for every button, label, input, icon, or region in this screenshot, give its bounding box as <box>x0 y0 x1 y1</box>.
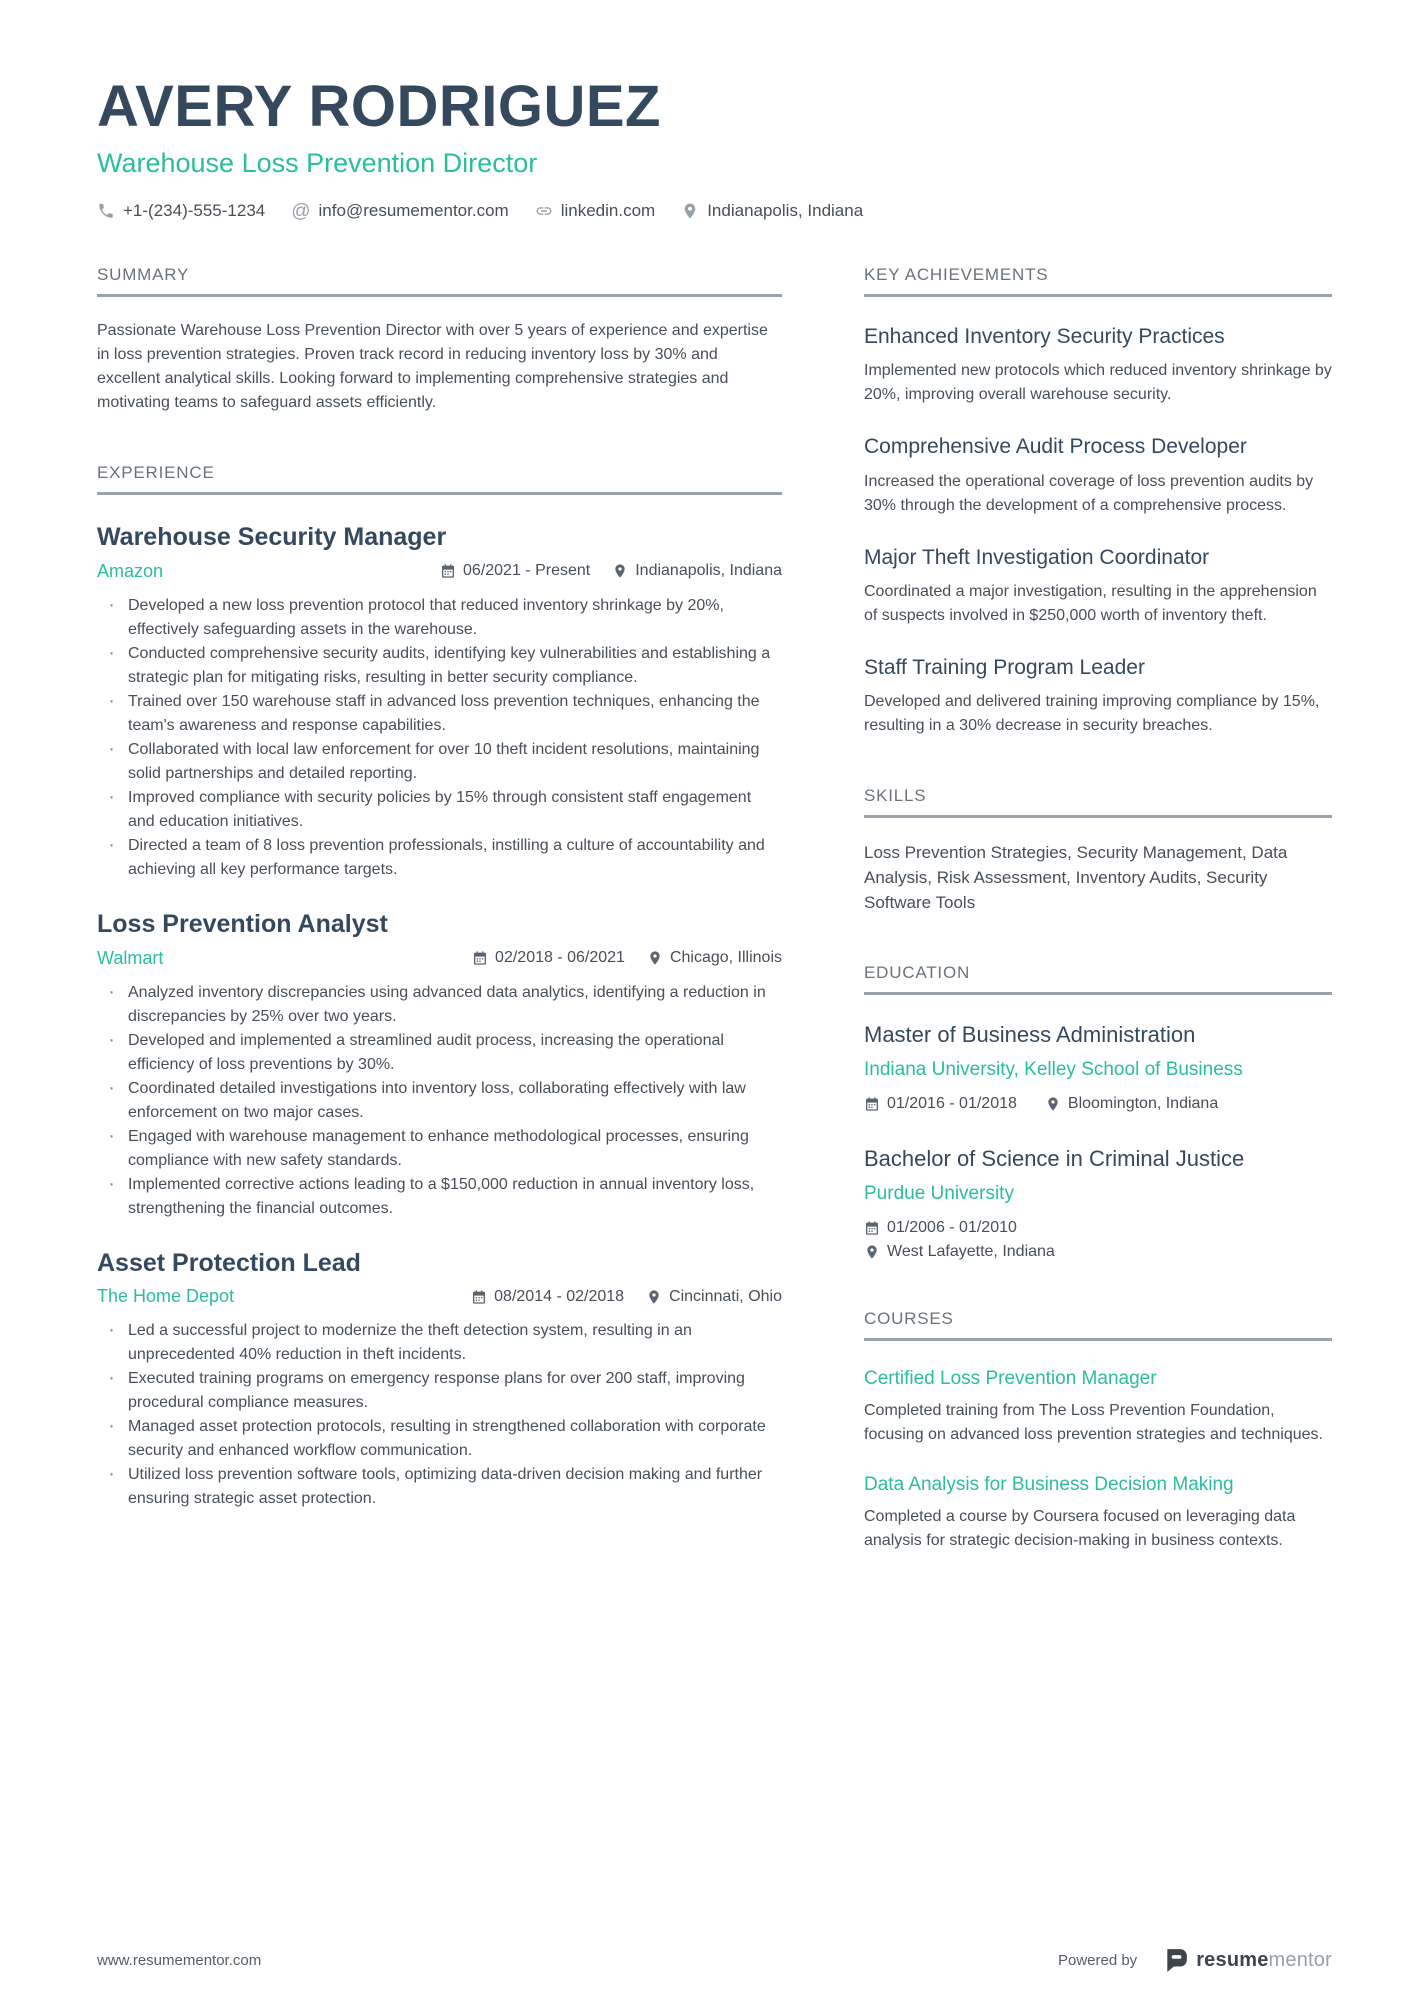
logo-icon <box>1163 1947 1189 1973</box>
section-rule <box>864 992 1332 995</box>
job-location: Cincinnati, Ohio <box>669 1287 782 1305</box>
contact-email[interactable] <box>291 201 508 221</box>
at-icon: @ <box>291 200 311 222</box>
contact-row <box>97 201 1332 221</box>
calendar-icon <box>864 1220 880 1236</box>
achievement-description: Increased the operational coverage of loss prevention audits by 30% through the development of a comprehensive process. <box>864 472 1314 514</box>
education-location-chip <box>864 1243 1055 1261</box>
job-location-chip <box>646 1288 782 1306</box>
pin-icon <box>1045 1096 1061 1112</box>
bullet-item: · Led a successful project to modernize the theft detection system, resulting in an unprecedented 40% reduction in theft incidents. <box>97 1319 782 1367</box>
education-dates-chip <box>864 1219 1017 1237</box>
section-heading-achievements: KEY ACHIEVEMENTS <box>864 265 1049 284</box>
achievement-description: Coordinated a major investigation, resulting in the apprehension of suspects involved in $250,000 worth of inventory theft. <box>864 582 1317 624</box>
education-meta-row <box>864 1219 1332 1261</box>
education-location: Bloomington, Indiana <box>1067 1095 1219 1112</box>
job-dates: 02/2018 - 06/2021 <box>495 949 625 966</box>
course-item <box>864 1474 1332 1553</box>
education-dates: 01/2006 - 01/2010 <box>887 1219 1017 1236</box>
bullet-item: · Implemented corrective actions leading to a $150,000 reduction in annual inventory loss, strengthening the financial outcomes. <box>97 1173 782 1221</box>
course-title: Data Analysis for Business Decision Making <box>864 1474 1234 1495</box>
section-rule <box>864 1338 1332 1341</box>
education-location: West Lafayette, Indiana <box>887 1243 1055 1260</box>
job-dates-chip <box>440 562 590 580</box>
achievement-title: Staff Training Program Leader <box>864 655 1145 679</box>
footer-website[interactable]: www.resumementor.com <box>97 1951 262 1969</box>
section-heading-experience: EXPERIENCE <box>97 463 215 482</box>
education-dates-chip <box>864 1095 1017 1113</box>
experience-section <box>97 463 782 1511</box>
contact-location <box>681 201 863 221</box>
bullet-item: · Managed asset protection protocols, resulting in strengthened collaboration with corporate security and enhanced workflow communication. <box>97 1415 782 1463</box>
achievement-item <box>864 324 1332 407</box>
powered-by <box>1058 1947 1332 1973</box>
powered-by-label: Powered by <box>1057 1951 1138 1969</box>
achievements-section <box>864 265 1332 738</box>
education-entry <box>864 1144 1332 1261</box>
degree-title: Bachelor of Science in Criminal Justice <box>864 1146 1245 1171</box>
job-meta-row <box>97 1286 782 1307</box>
job-entry <box>97 910 782 1221</box>
education-section <box>864 963 1332 1261</box>
bullet-item: · Directed a team of 8 loss prevention professionals, instilling a culture of accountability and achieving all key performance targets. <box>97 834 782 882</box>
achievement-item <box>864 655 1332 738</box>
course-description: Completed training from The Loss Prevention Foundation, focusing on advanced loss prevention strategies and techniques. <box>864 1402 1323 1443</box>
skills-text: Loss Prevention Strategies, Security Management, Data Analysis, Risk Assessment, Inventory Audits, Security Software Tools <box>864 843 1288 912</box>
course-title: Certified Loss Prevention Manager <box>864 1368 1157 1389</box>
contact-phone <box>97 201 265 221</box>
job-dates: 08/2014 - 02/2018 <box>494 1287 625 1305</box>
education-dates: 01/2016 - 01/2018 <box>887 1095 1017 1112</box>
course-item <box>864 1368 1332 1447</box>
job-title: Loss Prevention Analyst <box>97 909 388 938</box>
pin-icon <box>612 563 628 579</box>
header <box>97 74 1332 222</box>
phone-icon <box>97 202 115 220</box>
bullet-item: · Conducted comprehensive security audits, identifying key vulnerabilities and establishing a strategic plan for mitigating risks, resulting in better security compliance. <box>97 642 782 690</box>
section-heading-skills: SKILLS <box>864 786 927 805</box>
brand-logo <box>1163 1947 1332 1973</box>
job-dates: 06/2021 - Present <box>463 562 591 580</box>
calendar-icon <box>472 950 488 966</box>
job-title: Asset Protection Lead <box>97 1248 361 1277</box>
job-location-chip <box>612 562 782 580</box>
footer <box>97 1947 1332 1973</box>
location-text: Indianapolis, Indiana <box>707 201 864 220</box>
education-meta-row <box>864 1095 1332 1113</box>
calendar-icon <box>471 1289 487 1305</box>
calendar-icon <box>864 1096 880 1112</box>
bullet-item: · Developed a new loss prevention protocol that reduced inventory shrinkage by 20%, effectively safeguarding assets in the warehouse. <box>97 594 782 642</box>
bullet-item: · Utilized loss prevention software tools, optimizing data-driven decision making and further ensuring strategic asset protection. <box>97 1463 782 1511</box>
bullet-item: · Executed training programs on emergency response plans for over 200 staff, improving procedural compliance measures. <box>97 1367 782 1415</box>
calendar-icon <box>440 563 456 579</box>
section-rule <box>97 492 782 495</box>
email-text[interactable]: info@resumementor.com <box>318 201 509 220</box>
summary-text: Passionate Warehouse Loss Prevention Director with over 5 years of experience and expertise in loss prevention strategies. Proven track record in reducing inventory loss by 30% and excellent analytical skills. Looking forward to implementing comprehensive strategies and motivating teams to safeguard assets efficiently. <box>97 322 768 411</box>
brand-text-light: mentor <box>1268 1948 1332 1971</box>
right-column <box>864 265 1332 1601</box>
job-location-chip <box>647 949 782 967</box>
job-location: Indianapolis, Indiana <box>635 562 782 580</box>
bullet-list <box>97 981 782 1221</box>
bullet-list <box>97 1319 782 1511</box>
section-rule <box>864 294 1332 297</box>
achievement-item <box>864 545 1332 628</box>
job-meta-row <box>97 948 782 969</box>
brand-text <box>1196 1949 1332 1972</box>
courses-section <box>864 1309 1332 1553</box>
achievement-description: Implemented new protocols which reduced inventory shrinkage by 20%, improving overall warehouse security. <box>864 362 1332 404</box>
job-dates-chip <box>471 1288 624 1306</box>
bullet-item: · Engaged with warehouse management to enhance methodological processes, ensuring compliance with new safety standards. <box>97 1125 782 1173</box>
linkedin-text[interactable]: linkedin.com <box>560 201 656 220</box>
bullet-item: · Coordinated detailed investigations into inventory loss, collaborating effectively with law enforcement on two major cases. <box>97 1077 782 1125</box>
degree-title: Master of Business Administration <box>864 1022 1196 1047</box>
section-heading-summary: SUMMARY <box>97 265 190 284</box>
school-name: Indiana University, Kelley School of Business <box>864 1059 1243 1080</box>
company-name: Walmart <box>97 947 164 968</box>
location-pin-icon <box>681 202 699 220</box>
link-icon <box>535 202 553 220</box>
achievement-title: Comprehensive Audit Process Developer <box>864 435 1247 459</box>
company-name: Amazon <box>97 560 164 581</box>
achievement-item <box>864 434 1332 517</box>
pin-icon <box>646 1289 662 1305</box>
school-name: Purdue University <box>864 1183 1014 1204</box>
bullet-item: · Developed and implemented a streamlined audit process, increasing the operational efficiency of loss preventions by 30%. <box>97 1029 782 1077</box>
achievement-title: Enhanced Inventory Security Practices <box>864 325 1225 348</box>
bullet-item: · Collaborated with local law enforcement for over 10 theft incident resolutions, maintaining solid partnerships and detailed reporting. <box>97 738 782 786</box>
job-dates-chip <box>472 949 625 967</box>
job-entry <box>97 1249 782 1512</box>
job-location: Chicago, Illinois <box>669 949 782 966</box>
achievement-description: Developed and delivered training improving compliance by 15%, resulting in a 30% decrease in security breaches. <box>864 693 1320 734</box>
section-rule <box>864 815 1332 818</box>
section-rule <box>97 294 782 297</box>
job-title: Warehouse Security Manager <box>97 523 447 551</box>
job-meta-row <box>97 561 782 582</box>
pin-icon <box>647 950 663 966</box>
education-entry <box>864 1020 1332 1113</box>
person-job-title: Warehouse Loss Prevention Director <box>97 148 538 178</box>
bullet-item: · Analyzed inventory discrepancies using advanced data analytics, identifying a reduction in discrepancies by 25% over two years. <box>97 981 782 1029</box>
course-description: Completed a course by Coursera focused on leveraging data analysis for strategic decision-making in business contexts. <box>864 1508 1296 1549</box>
achievement-title: Major Theft Investigation Coordinator <box>864 545 1210 569</box>
company-name: The Home Depot <box>97 1286 235 1307</box>
summary-section <box>97 265 782 415</box>
bullet-item: · Trained over 150 warehouse staff in advanced loss prevention techniques, enhancing the team's awareness and response capabilities. <box>97 690 782 738</box>
bullet-list <box>97 594 782 882</box>
phone-number: +1-(234)-555-1234 <box>123 201 266 220</box>
section-heading-education: EDUCATION <box>864 963 971 982</box>
job-entry <box>97 523 782 882</box>
skills-section <box>864 786 1332 915</box>
pin-icon <box>864 1244 880 1260</box>
bullet-item: · Improved compliance with security policies by 15% through consistent staff engagement and education initiatives. <box>97 786 782 834</box>
education-location-chip <box>1045 1095 1218 1113</box>
left-column <box>97 265 782 1601</box>
person-name: AVERY RODRIGUEZ <box>97 74 661 139</box>
contact-linkedin[interactable] <box>535 201 656 221</box>
brand-text-bold: resume <box>1196 1948 1269 1971</box>
section-heading-courses: COURSES <box>864 1309 954 1328</box>
